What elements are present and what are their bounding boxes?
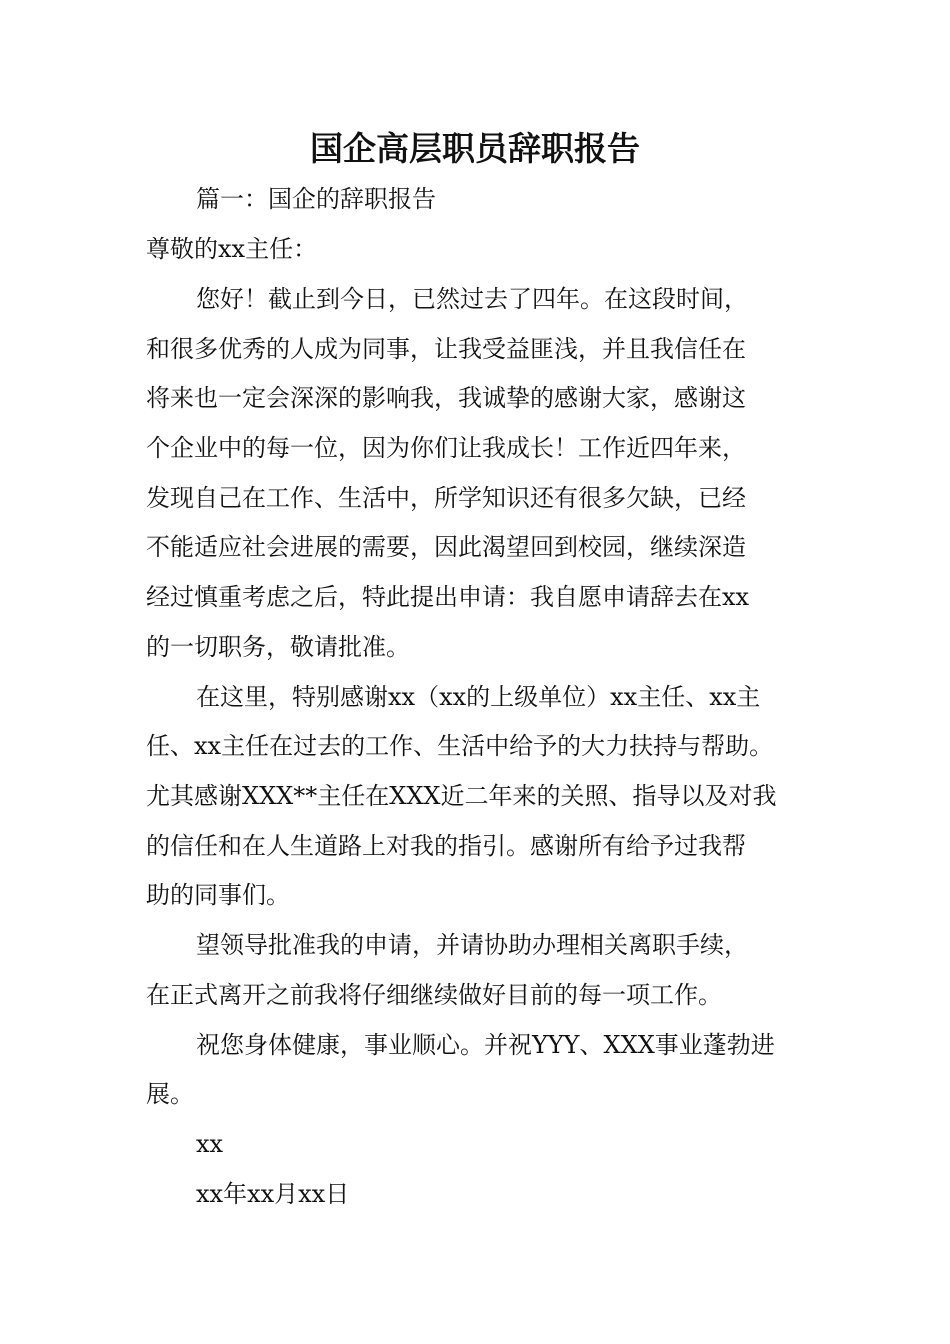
salutation: 尊敬的xx主任：	[146, 235, 318, 263]
paragraph-line: 的一切职务，敬请批准。	[146, 633, 410, 661]
section-heading: 篇一：国企的辞职报告	[196, 185, 436, 213]
paragraph-line: 不能适应社会进展的需要，因此渴望回到校园，继续深造	[146, 533, 746, 561]
paragraph-line: 望领导批准我的申请，并请协助办理相关离职手续，	[196, 931, 748, 959]
signature: xx	[196, 1130, 224, 1158]
paragraph-line: 和很多优秀的人成为同事，让我受益匪浅，并且我信任在	[146, 335, 746, 363]
paragraph-line: 您好！截止到今日，已然过去了四年。在这段时间，	[196, 285, 748, 313]
paragraph-line: 祝您身体健康，事业顺心。并祝YYY、XXX事业蓬勃进	[196, 1031, 775, 1059]
paragraph-line: 的信任和在人生道路上对我的指引。感谢所有给予过我帮	[146, 832, 746, 860]
paragraph-line: 尤其感谢XXX**主任在XXX近二年来的关照、指导以及对我	[146, 782, 777, 810]
paragraph-line: 助的同事们。	[146, 881, 290, 909]
paragraph-line: 展。	[146, 1080, 194, 1108]
paragraph-line: 在正式离开之前我将仔细继续做好目前的每一项工作。	[146, 981, 722, 1009]
paragraph-line: 将来也一定会深深的影响我，我诚挚的感谢大家，感谢这	[146, 384, 746, 412]
signature-date: xx年xx月xx日	[196, 1180, 350, 1208]
paragraph-line: 任、xx主任在过去的工作、生活中给予的大力扶持与帮助。	[146, 732, 774, 760]
paragraph-line: 发现自己在工作、生活中，所学知识还有很多欠缺，已经	[146, 484, 746, 512]
document-title: 国企高层职员辞职报告	[310, 129, 640, 168]
paragraph-line: 经过慎重考虑之后，特此提出申请：我自愿申请辞去在xx	[146, 583, 750, 611]
paragraph-line: 个企业中的每一位，因为你们让我成长！工作近四年来，	[146, 434, 746, 462]
paragraph-line: 在这里，特别感谢xx（xx的上级单位）xx主任、xx主	[196, 683, 761, 711]
